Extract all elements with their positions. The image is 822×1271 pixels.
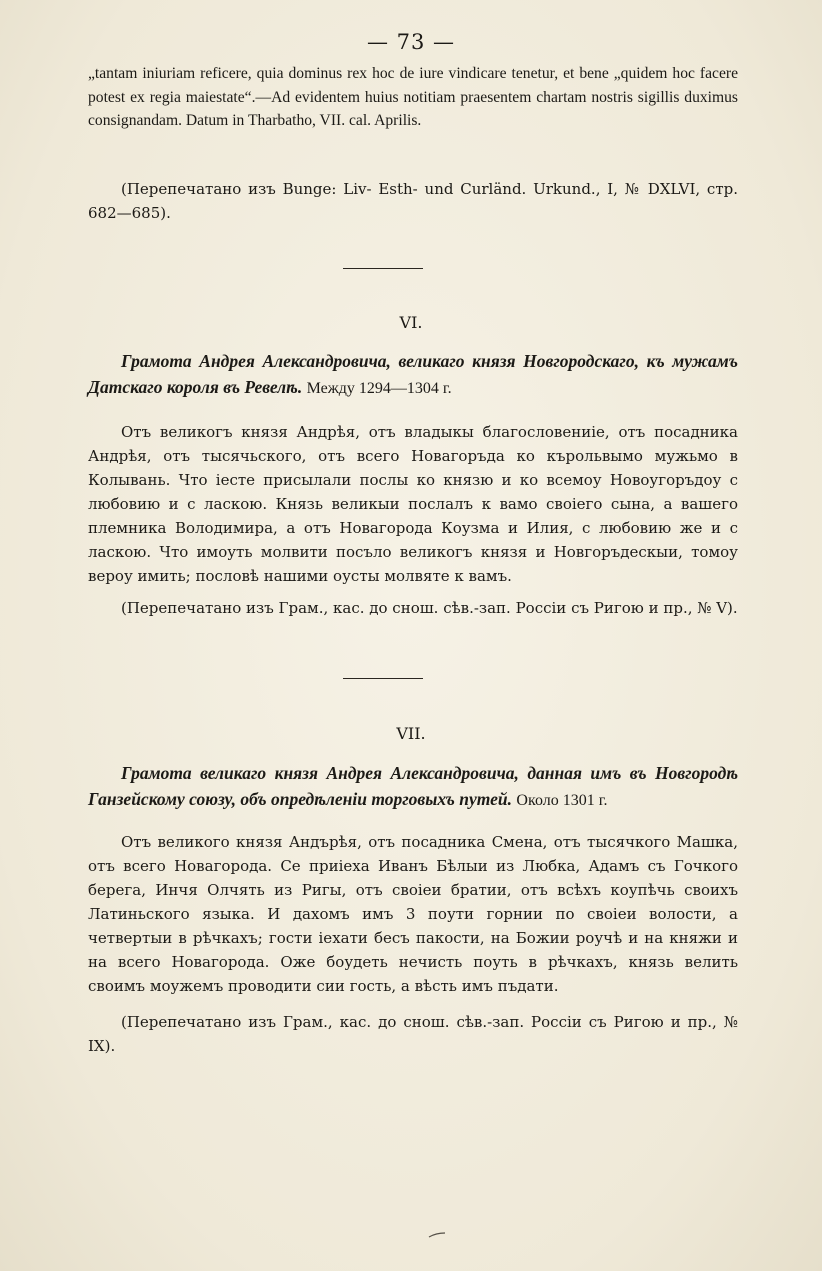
- section-numeral-vii: VII.: [396, 724, 426, 743]
- page-number: — 73 —: [366, 30, 456, 54]
- charter-title: [88, 760, 738, 814]
- ink-stroke-mark: [428, 1232, 446, 1238]
- charter-body-text: Отъ великогъ князя Андрѣя, отъ владыкы благословениіе, отъ посадника Андрѣя, отъ тысячьского, отъ всего Новагоръда ко кърольвымо мужьмо в Колывань. Что іесте присылали послы ко князю и ко всемоу Новоугоръдоу с любовию и с ласкою. Князь великыи послалъ к вамо своіего сына, а вашего племника Володимира, а отъ Новагорода Коузма и Илия, с любовию же и с ласкою. Что имоуть молвити посъло великогъ князя и Новгоръдескыи, томоу вероу имить; пословѣ нашими оусты молвяте к вамъ.: [88, 423, 738, 585]
- charter-title-italic: Грамота Андрея Александровича, великаго князя Новгородскаго, къ мужамъ Датскаго короля въ Ревелѣ.: [88, 351, 738, 397]
- latin-text: „tantam iniuriam reficere, quia dominus rex hoc de iure vindicare tenetur, et bene „quidem hoc facere potest ex regia maiestate“.—Ad evidentem huius notitiam praesentem chartam nostris sigillis duximus consignandam. Datum in Tharbatho, VII. cal. Aprilis.: [88, 65, 738, 129]
- latin-charter-ending: [88, 62, 738, 133]
- section-vii-source: [88, 1010, 738, 1058]
- section-numeral-vi: VI.: [399, 313, 423, 332]
- source-citation-gram-ix: (Перепечатано изъ Грам., кас. до снош. сѣв.-зап. Россіи съ Ригою и пр., № IX).: [88, 1013, 738, 1055]
- section-vii-title: [88, 760, 738, 814]
- charter-date: Между 1294—1304 г.: [306, 380, 452, 397]
- charter-title: [88, 348, 738, 402]
- section-vi-body: [88, 420, 738, 588]
- source-citation-gram-v: (Перепечатано изъ Грам., кас. до снош. сѣв.-зап. Россіи съ Ригою и пр., № V).: [121, 599, 738, 617]
- charter-date: Около 1301 г.: [516, 792, 608, 809]
- section-vi-title: [88, 348, 738, 402]
- section-vi-source: [88, 596, 738, 620]
- charter-title-italic: Грамота великаго князя Андрея Александровича, данная имъ въ Новгородѣ Ганзейскому союзу, объ опредѣленіи торговыхъ путей.: [88, 763, 738, 809]
- section-divider: [343, 268, 423, 269]
- section-vii-body: [88, 830, 738, 998]
- charter-body-text: Отъ великого князя Андърѣя, отъ посадника Смена, отъ тысячкого Машка, отъ всего Новагорода. Се приіеха Иванъ Бѣлыи из Любка, Адамъ съ Гочкого берега, Инчя Олчять из Ригы, отъ своіеи братии, отъ всѣхъ коупѣчь своихъ Латиньского языка. И дахомъ имъ 3 поути горнии по своіеи волости, а четвертыи в рѣчкахъ; гости іехати бесъ пакости, на Божии роучѣ и на княжи и на всего Новагорода. Оже боудеть нечисть поуть в рѣчкахъ, князь велить своимъ моужемъ проводити сии гость, а вѣсть имъ пъдати.: [88, 833, 738, 995]
- source-citation-bunge: (Перепечатано изъ Bunge: Liv- Esth- und Curländ. Urkund., I, № DXLVI, стр. 682—685).: [88, 180, 738, 222]
- source-note-1: [88, 177, 738, 225]
- section-divider: [343, 678, 423, 679]
